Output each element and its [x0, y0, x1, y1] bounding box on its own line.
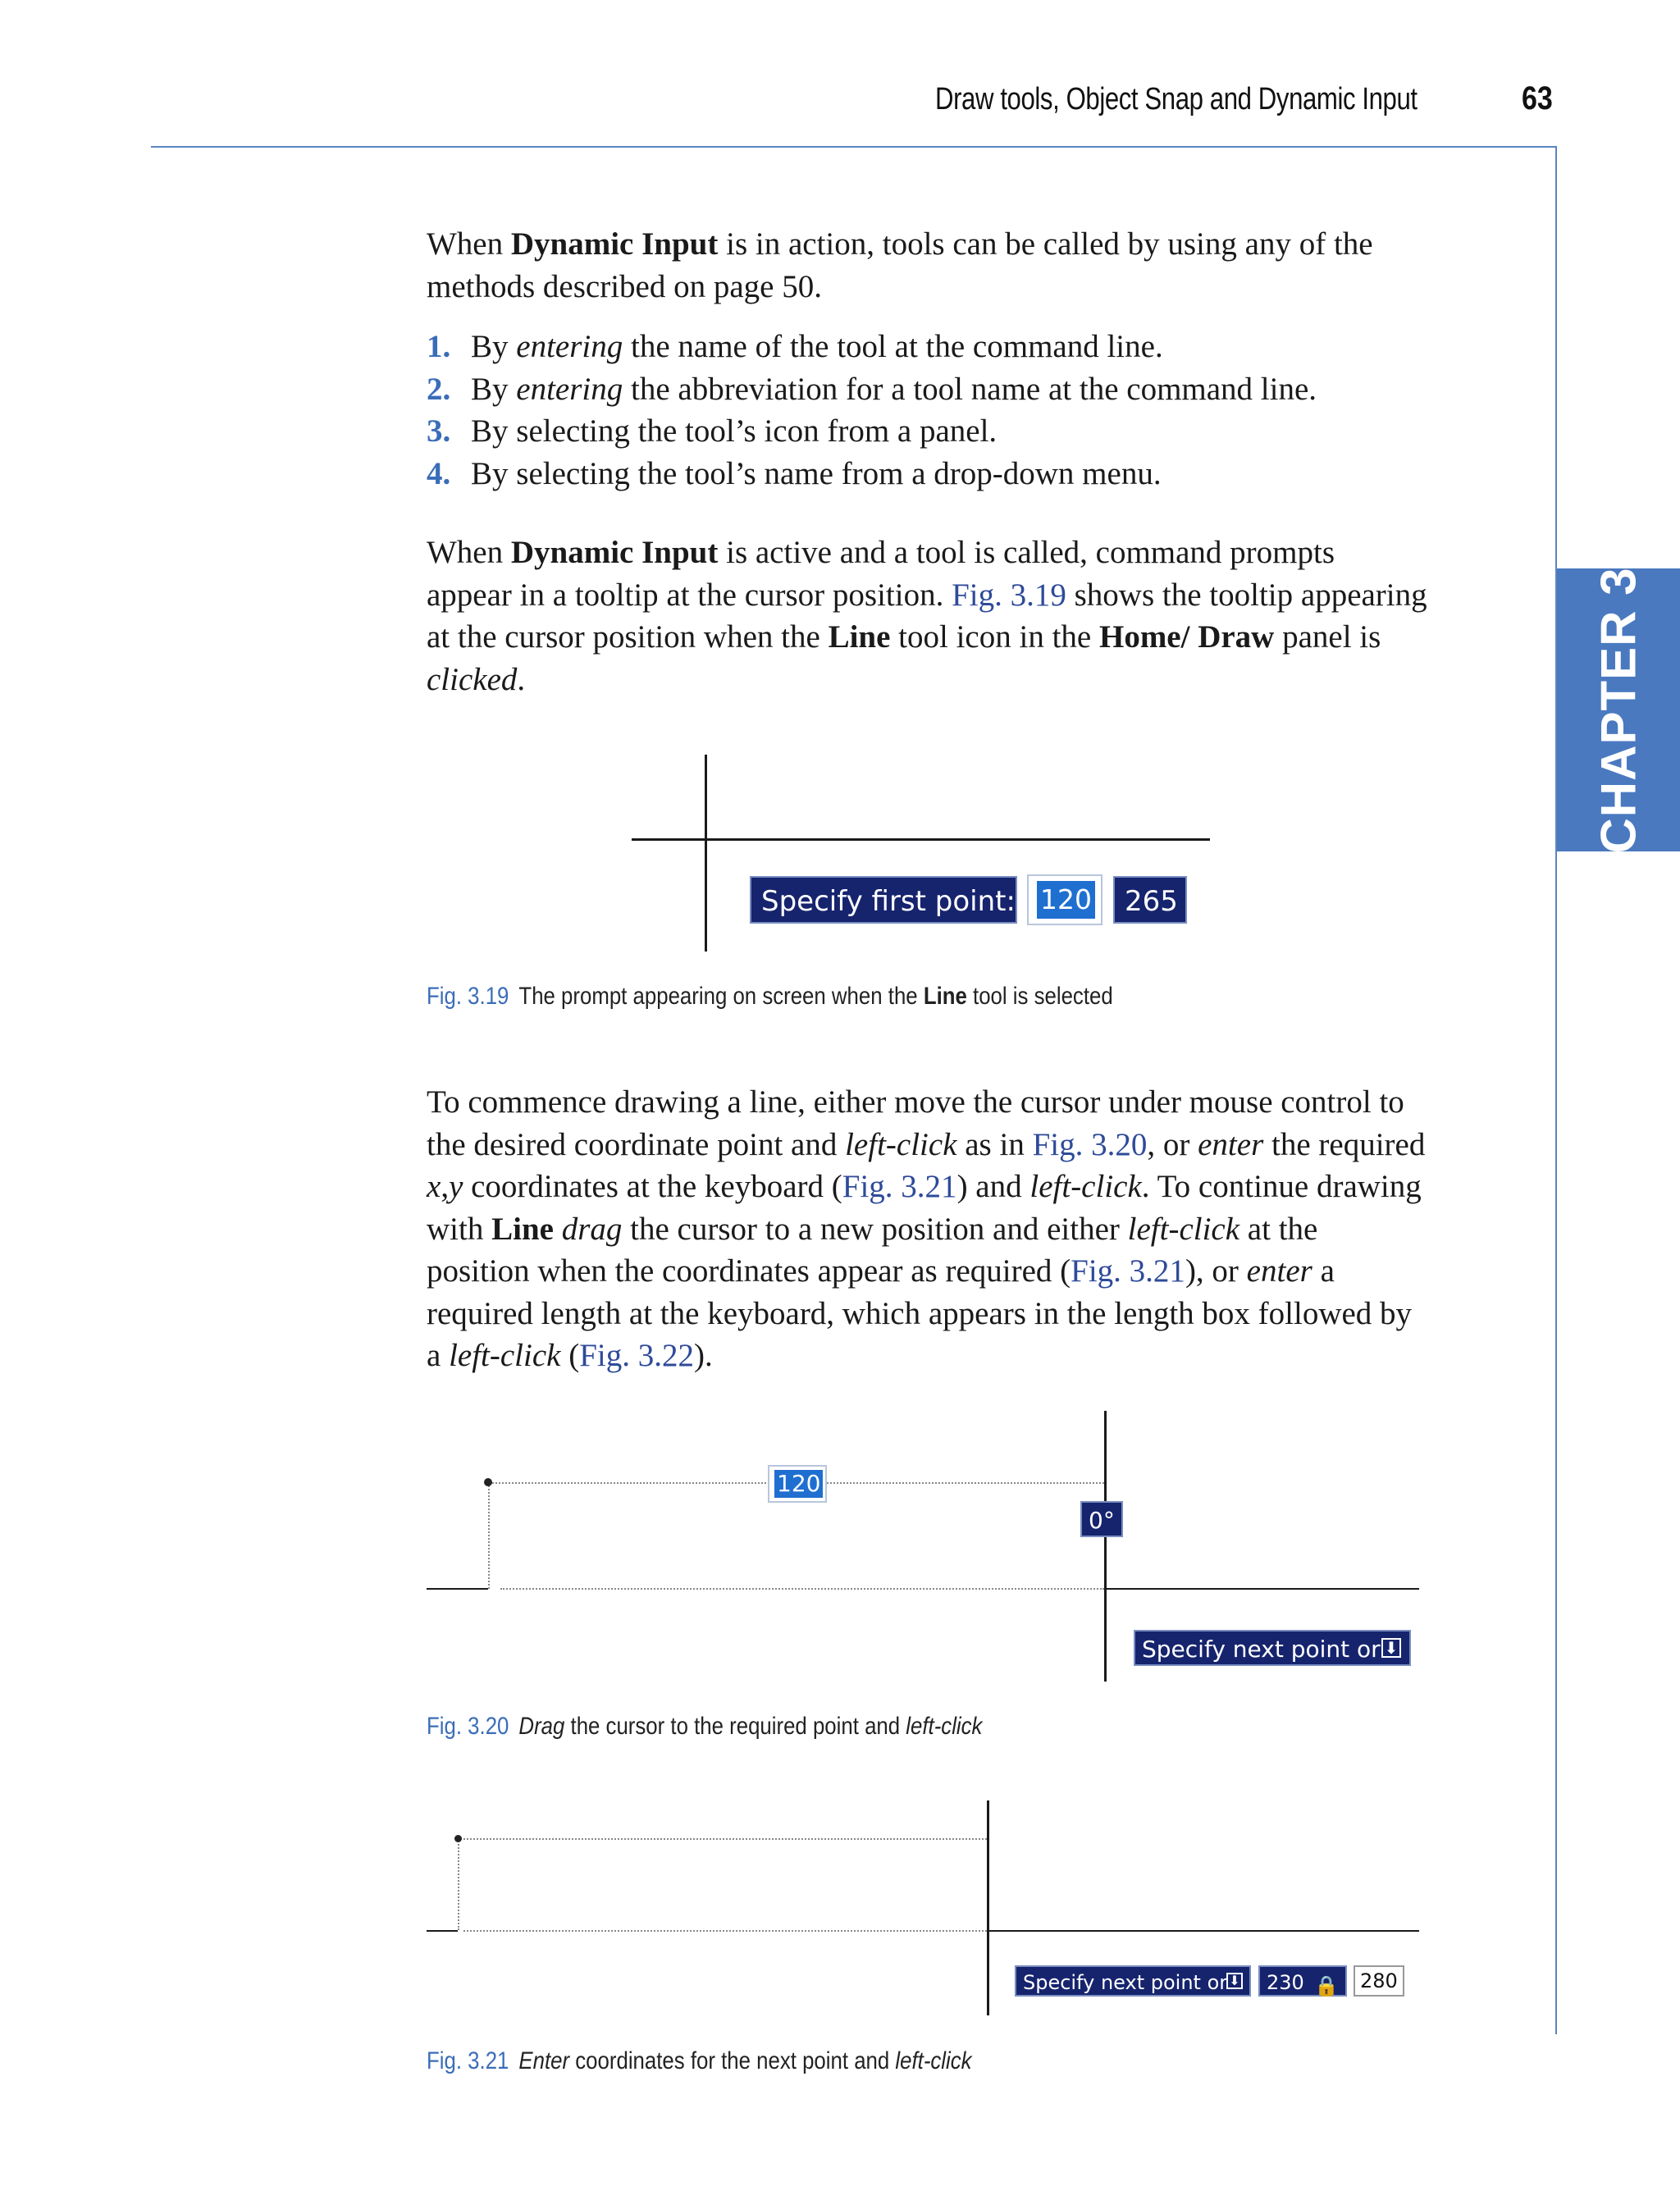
- crosshair-vertical: [987, 1800, 989, 2015]
- caption-text: tool is selected: [966, 983, 1113, 1010]
- tooltip-paragraph: [427, 532, 1427, 701]
- header-rule: [151, 146, 1557, 148]
- previous-line-segment: [427, 1930, 458, 1932]
- figure-3-19: [632, 755, 1214, 956]
- emphasis: x: [427, 1169, 441, 1204]
- crosshair-vertical: [1104, 1411, 1107, 1682]
- start-point-marker: [454, 1835, 462, 1842]
- crosshair-horizontal: [987, 1930, 1419, 1932]
- text: When: [427, 226, 511, 262]
- crosshair-vertical: [705, 755, 707, 952]
- caption-text: the cursor to the required point and: [564, 1713, 906, 1740]
- list-number: 4.: [427, 455, 451, 491]
- page-number: 63: [1522, 80, 1553, 116]
- text: is in action, tools can be called by using any of the methods described on page 50.: [427, 226, 1373, 304]
- emphasis: left-click: [449, 1338, 561, 1373]
- angle-input[interactable]: 0°: [1080, 1501, 1123, 1537]
- bold-term: Line: [828, 619, 891, 655]
- tooltip-prompt: [1134, 1630, 1411, 1666]
- caption-emphasis: Enter: [518, 2047, 570, 2074]
- text: as in: [956, 1126, 1033, 1162]
- intro-paragraph: [427, 223, 1427, 308]
- dimension-line: [500, 1588, 1104, 1590]
- figure-3-19-caption: [427, 983, 1113, 1011]
- figure-3-21: [427, 1800, 1419, 2018]
- list-number: 1.: [427, 329, 451, 364]
- arrow-down-icon[interactable]: ⬇: [1381, 1638, 1401, 1658]
- prompt-text: Specify next point or: [1023, 1971, 1228, 1994]
- length-input[interactable]: [768, 1465, 827, 1503]
- text: .: [517, 661, 526, 697]
- text: When: [427, 535, 511, 570]
- text: By: [471, 371, 517, 407]
- prompt-text: Specify next point or: [1142, 1636, 1381, 1663]
- emphasis: clicked: [427, 661, 518, 697]
- margin-rule: [1555, 146, 1557, 2034]
- start-point-marker: [484, 1478, 492, 1486]
- text: shows the tooltip appearing at the cursor position when the: [427, 577, 1427, 655]
- bold-term: Line: [491, 1211, 554, 1247]
- drawing-paragraph: [427, 1081, 1427, 1377]
- text: To commence drawing a line, either move the cursor under mouse control to the desired coordinate point and: [427, 1084, 1404, 1162]
- caption-text: The prompt appearing on screen when the: [518, 983, 924, 1010]
- list-item: [427, 410, 1427, 453]
- list-number: 2.: [427, 371, 451, 407]
- text: By selecting the tool’s icon from a panel.: [471, 413, 998, 449]
- x-coordinate-value: 120: [1037, 881, 1095, 919]
- text: the name of the tool at the command line.: [623, 329, 1163, 364]
- emphasis: entering: [516, 371, 623, 407]
- text: [554, 1212, 562, 1247]
- figure-reference[interactable]: Fig. 3.20: [1032, 1126, 1148, 1162]
- bold-term: Dynamic Input: [510, 535, 719, 570]
- caption-bold: Line: [923, 983, 967, 1010]
- running-header-title: Draw tools, Object Snap and Dynamic Input: [935, 82, 1418, 116]
- emphasis: y: [449, 1169, 463, 1204]
- text: By selecting the tool’s name from a drop-down menu.: [471, 455, 1162, 491]
- lock-icon: 🔒: [1314, 1974, 1339, 1997]
- text: is active and a tool is called, command prompts appear in a tooltip at the cursor position.: [427, 535, 1335, 613]
- caption-label: Fig. 3.19: [427, 983, 509, 1010]
- x-coordinate-value: 230: [1267, 1971, 1304, 1994]
- figure-reference[interactable]: Fig. 3.21: [1071, 1253, 1185, 1289]
- y-coordinate-input[interactable]: 280: [1354, 1965, 1404, 1997]
- text: at the position when the coordinates appear as required (: [427, 1211, 1318, 1289]
- text: panel is: [1274, 619, 1381, 655]
- extension-line: [458, 1838, 459, 1930]
- emphasis: drag: [561, 1211, 623, 1247]
- bold-term: Dynamic Input: [510, 226, 719, 262]
- emphasis: enter: [1198, 1126, 1264, 1162]
- list-item: [427, 368, 1427, 411]
- text: ,: [441, 1169, 450, 1204]
- emphasis: left-click: [1029, 1169, 1142, 1204]
- text: . To continue drawing with: [427, 1169, 1422, 1247]
- tooltip-prompt: Specify first point:: [750, 876, 1017, 924]
- chapter-tab: [1557, 566, 1680, 854]
- caption-emphasis: left-click: [906, 1713, 983, 1740]
- text: coordinates at the keyboard (: [463, 1169, 842, 1204]
- emphasis: left-click: [845, 1126, 957, 1162]
- text: a required length at the keyboard, which appears in the length box followed by a: [427, 1253, 1413, 1373]
- length-value: 120: [774, 1470, 823, 1498]
- text: the abbreviation for a tool name at the command line.: [623, 371, 1317, 407]
- text: ).: [694, 1338, 713, 1373]
- text: ), or: [1185, 1253, 1247, 1289]
- emphasis: entering: [516, 329, 623, 364]
- y-coordinate-input[interactable]: 265: [1113, 876, 1187, 924]
- text: (: [560, 1338, 580, 1373]
- x-coordinate-input[interactable]: [1027, 874, 1102, 925]
- arrow-down-icon[interactable]: ⬇: [1226, 1973, 1243, 1989]
- list-item: [427, 326, 1427, 368]
- figure-reference[interactable]: Fig. 3.21: [842, 1169, 957, 1204]
- figure-3-20: [427, 1411, 1419, 1686]
- text: ) and: [956, 1169, 1030, 1204]
- caption-text: coordinates for the next point and: [569, 2047, 896, 2074]
- crosshair-horizontal: [632, 838, 1210, 841]
- figure-reference[interactable]: Fig. 3.19: [952, 577, 1066, 613]
- caption-emphasis: Drag: [518, 1713, 565, 1740]
- emphasis: left-click: [1127, 1211, 1240, 1247]
- x-coordinate-input[interactable]: [1258, 1965, 1347, 1997]
- previous-line-segment: [427, 1588, 488, 1590]
- tooltip-prompt: [1015, 1965, 1251, 1997]
- bold-term: Home/ Draw: [1098, 619, 1275, 655]
- caption-label: Fig. 3.21: [427, 2047, 509, 2074]
- caption-label: Fig. 3.20: [427, 1713, 509, 1740]
- figure-3-20-caption: [427, 1713, 982, 1741]
- caption-emphasis: left-click: [895, 2047, 972, 2074]
- rubber-band-line: [458, 1838, 987, 1840]
- crosshair-horizontal: [1104, 1588, 1419, 1590]
- list-number: 3.: [427, 413, 451, 449]
- methods-list: [427, 326, 1427, 495]
- text: the required: [1263, 1126, 1426, 1162]
- chapter-tab-label: CHAPTER 3: [1591, 566, 1646, 854]
- dimension-line: [463, 1930, 987, 1932]
- list-item: [427, 453, 1427, 495]
- emphasis: enter: [1246, 1253, 1312, 1289]
- text: the cursor to a new position and either: [622, 1211, 1128, 1247]
- figure-reference[interactable]: Fig. 3.22: [579, 1338, 694, 1373]
- figure-3-21-caption: [427, 2047, 972, 2075]
- text: , or: [1147, 1126, 1198, 1162]
- text: By: [471, 329, 517, 364]
- extension-line: [488, 1482, 490, 1589]
- text: tool icon in the: [890, 619, 1099, 655]
